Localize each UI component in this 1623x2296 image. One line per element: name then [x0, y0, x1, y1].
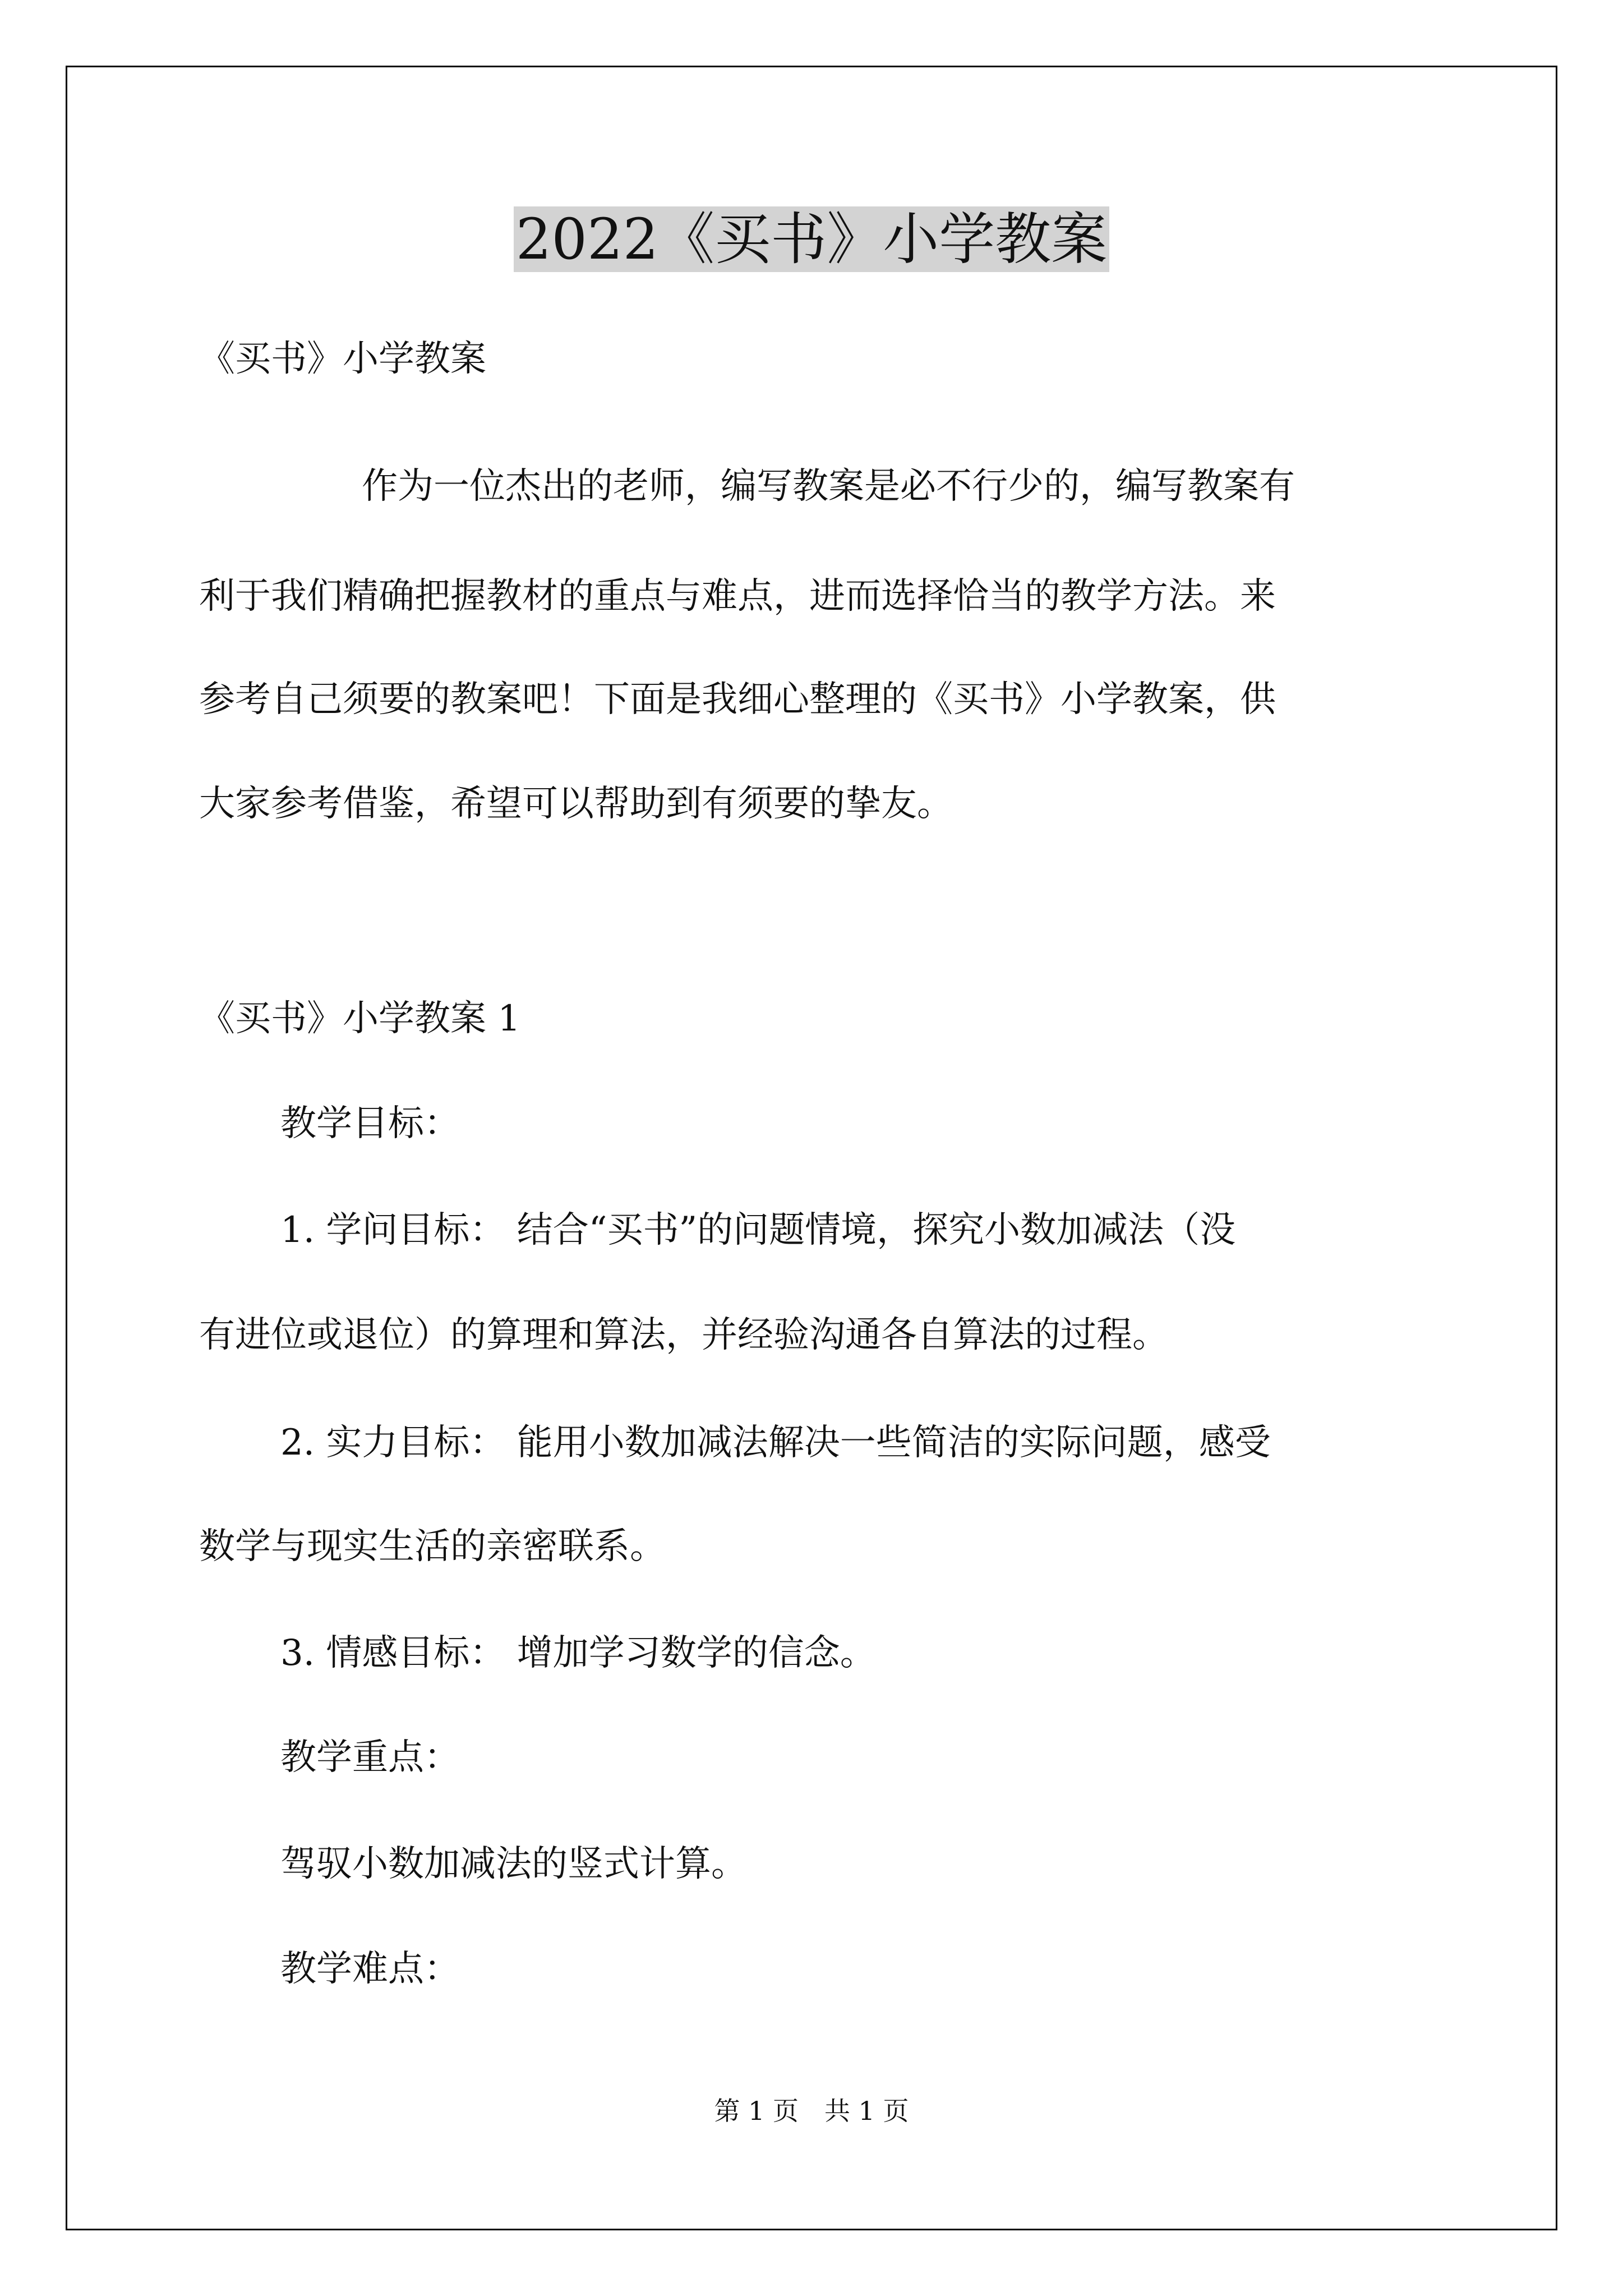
subtitle: 《买书》小学教案 [199, 338, 486, 380]
section-heading: 《买书》小学教案 1 [199, 998, 521, 1039]
goals-label: 教学目标： [280, 1103, 460, 1144]
goal-2-line-1: 2. 实力目标： 能用小数加减法解决一些简洁的实际问题，感受 [280, 1422, 1271, 1464]
goal-1-line-2: 有进位或退位）的算理和算法，并经验沟通各自算法的过程。 [199, 1314, 1168, 1356]
intro-line-3: 参考自己须要的教案吧！下面是我细心整理的《买书》小学教案，供 [199, 679, 1276, 720]
page-border [66, 66, 1557, 2230]
key-points-label: 教学重点： [280, 1737, 460, 1778]
intro-line-4: 大家参考借鉴，希望可以帮助到有须要的挚友。 [199, 783, 953, 825]
goal-1-line-1: 1. 学问目标： 结合“买书”的问题情境，探究小数加减法（没 [280, 1209, 1236, 1251]
intro-line-2: 利于我们精确把握教材的重点与难点，进而选择恰当的教学方法。来 [199, 576, 1276, 617]
document-title-text: 2022《买书》小学教案 [514, 206, 1110, 272]
document-title [0, 203, 1623, 276]
goal-3: 3. 情感目标： 增加学习数学的信念。 [280, 1632, 876, 1674]
key-points-text: 驾驭小数加减法的竖式计算。 [280, 1843, 747, 1885]
page-footer: 第 1 页 共 1 页 [714, 2096, 909, 2126]
difficulties-label: 教学难点： [280, 1948, 460, 1990]
goal-2-line-2: 数学与现实生活的亲密联系。 [199, 1526, 666, 1567]
intro-line-1: 作为一位杰出的老师，编写教案是必不行少的，编写教案有 [362, 466, 1295, 507]
